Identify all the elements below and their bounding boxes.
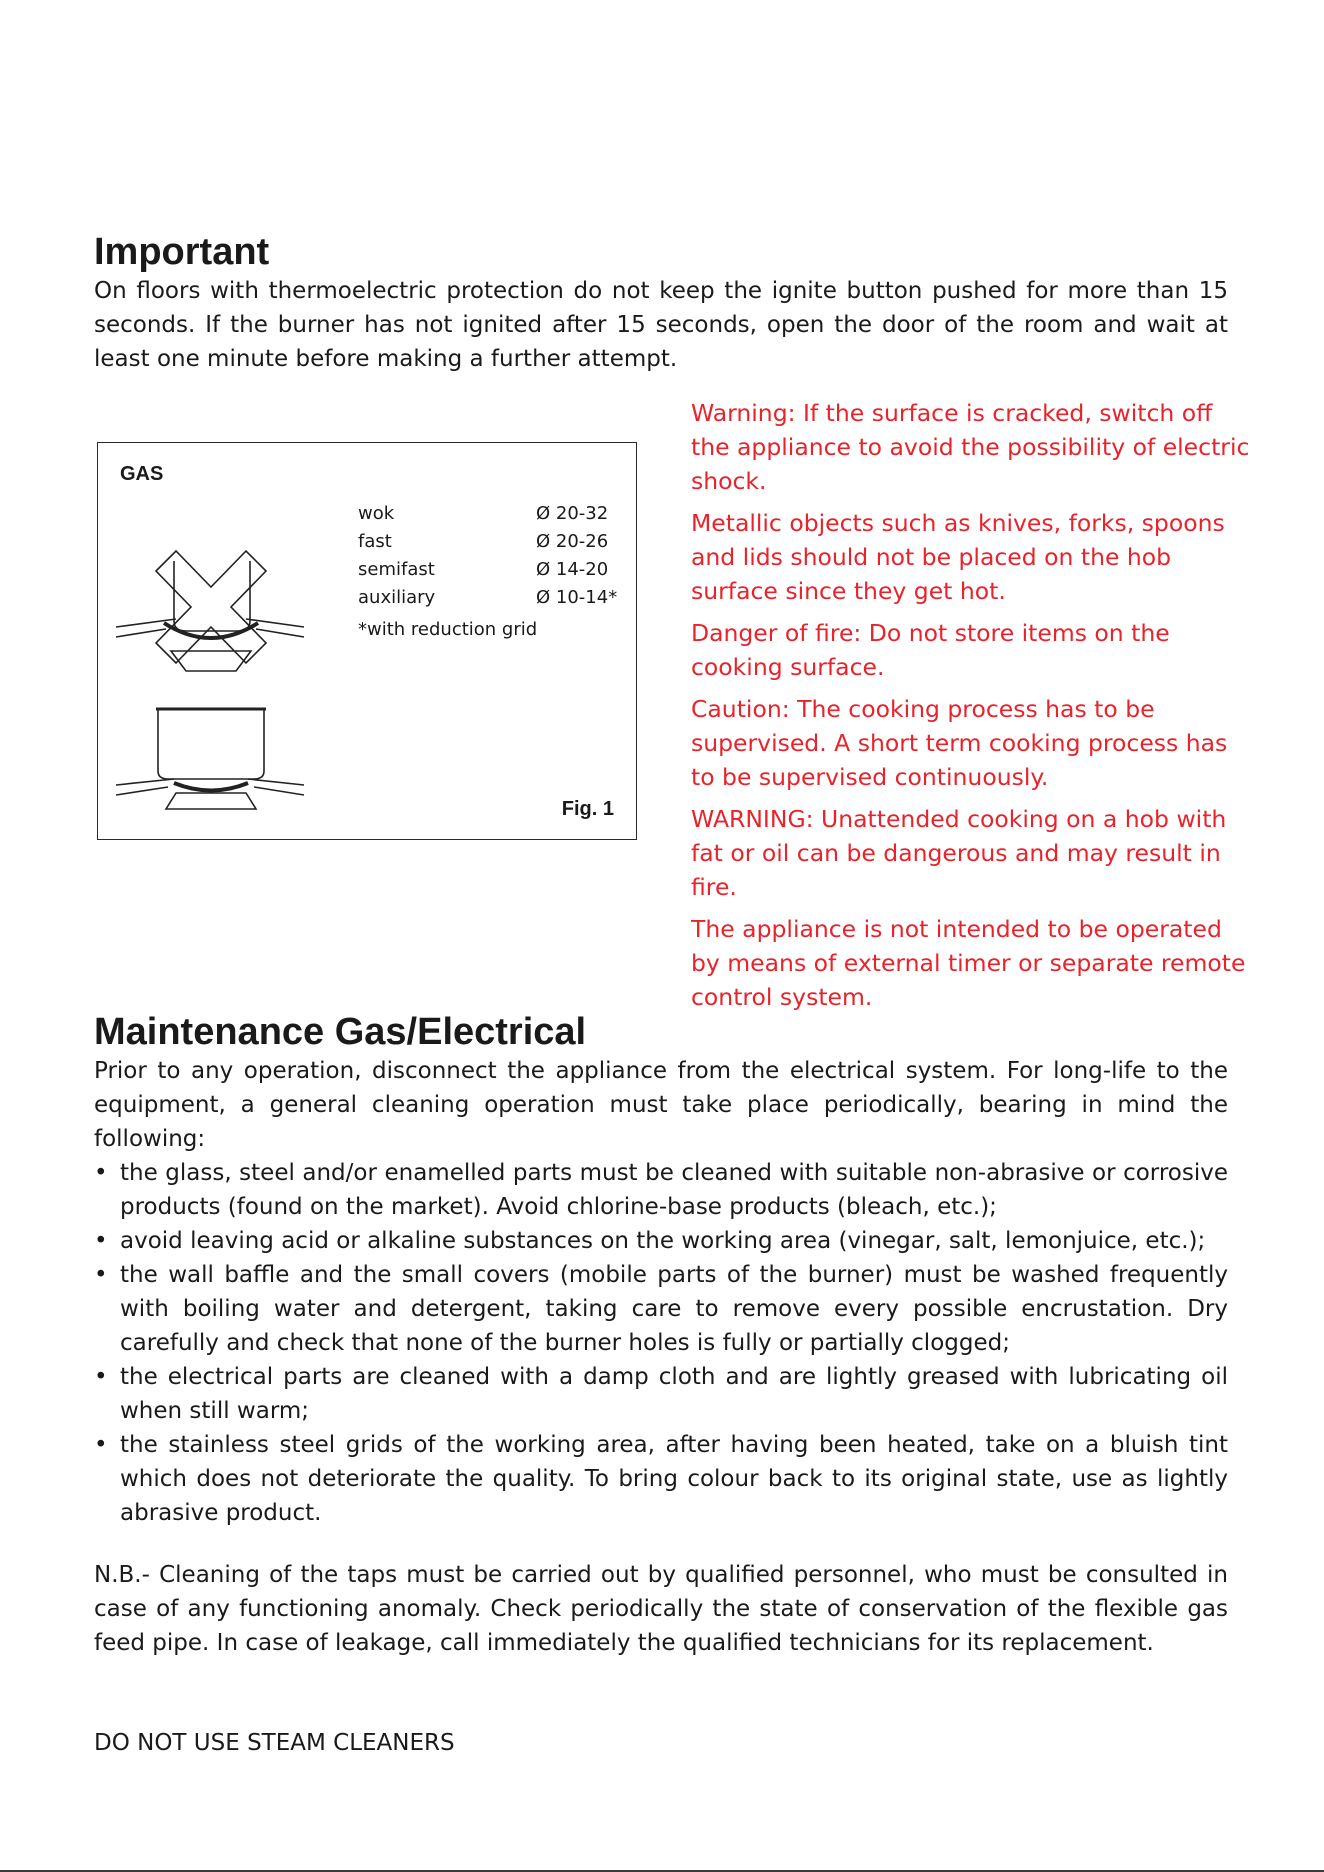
burner-name: auxiliary — [358, 587, 436, 608]
no-steam-cleaners-notice: DO NOT USE STEAM CLEANERS — [94, 1730, 455, 1756]
burner-size: Ø 20-26 — [536, 531, 609, 552]
reduction-grid-note: *with reduction grid — [358, 619, 538, 640]
maintenance-nb-paragraph: N.B.- Cleaning of the taps must be carried out by qualified personnel, who must be consulted in case of any functioning anomaly. Check periodically the state of conservation of the flexible gas feed pipe. In case of leakage, call immediately the qualified technicians for its replacement. — [94, 1562, 1228, 1656]
list-item: • the electrical parts are cleaned with a damp cloth and are lightly greased with lubricating oil when still warm; — [94, 1360, 1228, 1428]
warning-external-timer: The appliance is not intended to be operated by means of external timer or separate remote control system. — [691, 915, 1246, 1011]
warning-cracked-surface: Warning: If the surface is cracked, switch off the appliance to avoid the possibility of electric shock. — [691, 399, 1250, 495]
important-heading: Important — [94, 231, 270, 273]
warning-supervise-cooking: Caution: The cooking process has to be supervised. A short term cooking process has to be supervised continuously. — [691, 695, 1228, 791]
burner-name: wok — [358, 503, 395, 524]
list-item: • the wall baffle and the small covers (mobile parts of the burner) must be washed frequently with boiling water and detergent, taking care to remove every possible encrustation. Dry carefully and check that none of the burner holes is fully or partially clogged; — [94, 1258, 1228, 1360]
burner-size: Ø 10-14* — [536, 587, 618, 608]
important-paragraph: On floors with thermoelectric protection do not keep the ignite button pushed for more than 15 seconds. If the burner has not ignited after 15 seconds, open the door of the room and wait at least one minute before making a further attempt. — [94, 278, 1228, 372]
list-item: • the stainless steel grids of the working area, after having been heated, take on a bluish tint which does not deteriorate the quality. To bring colour back to its original state, use as lightly abrasive product. — [94, 1428, 1228, 1530]
burner-row — [358, 531, 628, 559]
figure-gas-label: GAS — [120, 463, 164, 485]
figure-caption: Fig. 1 — [561, 798, 614, 820]
warning-unattended-cooking: WARNING: Unattended cooking on a hob with fat or oil can be dangerous and may result in fire. — [691, 805, 1227, 901]
maintenance-list — [94, 1156, 1228, 1530]
warning-metallic-objects: Metallic objects such as knives, forks, spoons and lids should not be placed on the hob surface since they get hot. — [691, 509, 1225, 605]
warnings-column — [691, 396, 1251, 1022]
maintenance-heading: Maintenance Gas/Electrical — [94, 1011, 587, 1053]
maintenance-intro: Prior to any operation, disconnect the appliance from the electrical system. For long-life to the equipment, a general cleaning operation must take place periodically, bearing in mind the following: — [94, 1058, 1228, 1152]
burner-size: Ø 14-20 — [536, 559, 609, 580]
burner-row — [358, 503, 628, 531]
burner-figure — [97, 442, 637, 840]
burner-size: Ø 20-32 — [536, 503, 609, 524]
burner-size-table — [358, 503, 628, 615]
burner-row — [358, 587, 628, 615]
burner-row — [358, 559, 628, 587]
list-item: • avoid leaving acid or alkaline substances on the working area (vinegar, salt, lemonjuice, etc.); — [94, 1224, 1228, 1258]
burner-name: fast — [358, 531, 392, 552]
list-item: • the glass, steel and/or enamelled parts must be cleaned with suitable non-abrasive or corrosive products (found on the market). Avoid chlorine-base products (bleach, etc.); — [94, 1156, 1228, 1224]
warning-danger-of-fire: Danger of fire: Do not store items on the cooking surface. — [691, 619, 1170, 681]
burner-name: semifast — [358, 559, 435, 580]
burner-pan-illustration — [116, 503, 326, 823]
